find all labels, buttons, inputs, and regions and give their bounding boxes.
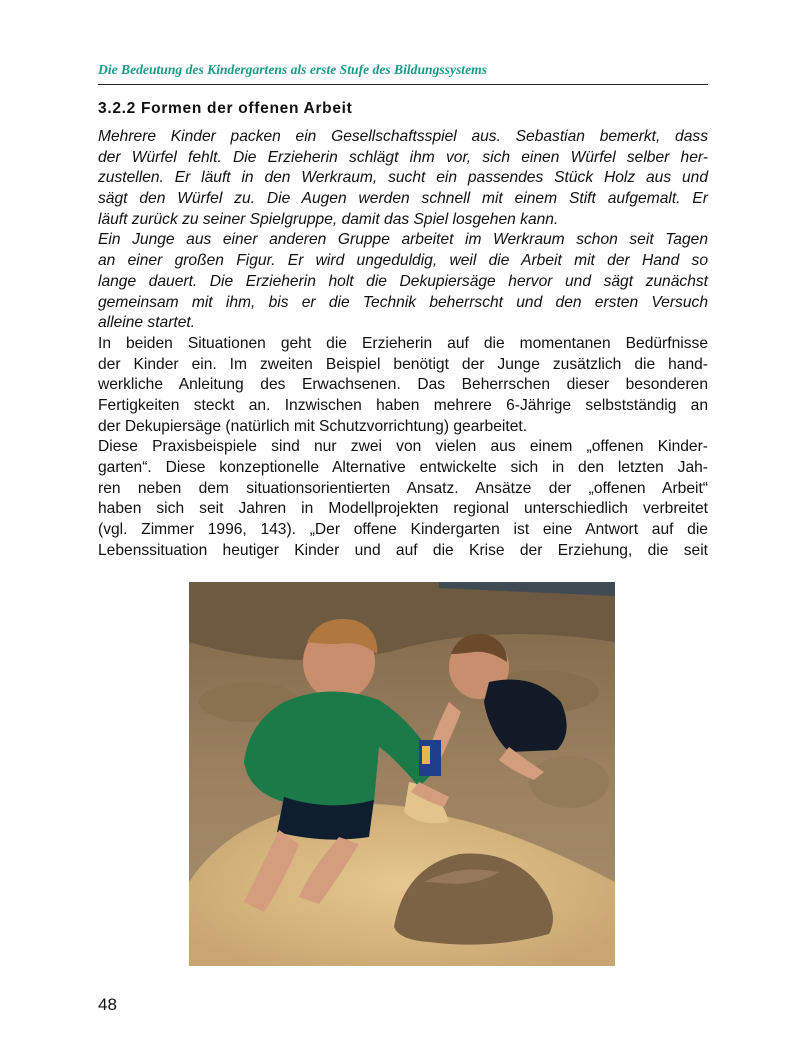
text-line: haben sich seit Jahren in Modellprojekten regional unterschiedlich verbreitet xyxy=(98,500,708,518)
text-line: läuft zurück zu seiner Spielgruppe, damit das Spiel losgehen kann. xyxy=(98,210,559,228)
text-line: an einer großen Figur. Er wird ungeduldig, weil die Arbeit mit der Hand so xyxy=(98,252,708,270)
text-line: der Würfel fehlt. Die Erzieherin schlägt ihm vor, sich einen Würfel selber her- xyxy=(98,148,708,166)
text-line: Diese Praxisbeispiele sind nur zwei von vielen aus einem „offenen Kinder- xyxy=(98,438,708,456)
text-line: garten“. Diese konzeptionelle Alternative entwickelte sich in den letzten Jah- xyxy=(98,459,708,476)
text-line: zustellen. Er läuft in den Werkraum, sucht ein passendes Stück Holz aus und xyxy=(98,169,708,187)
text-line: (vgl. Zimmer 1996, 143). „Der offene Kindergarten ist eine Antwort auf die xyxy=(98,521,708,539)
text-line: werkliche Anleitung des Erwachsenen. Das Beherrschen dieser besonderen xyxy=(98,376,708,394)
text-line: In beiden Situationen geht die Erzieherin auf die momentanen Bedürfnisse xyxy=(98,334,708,352)
text-line: Mehrere Kinder packen ein Gesellschaftsspiel aus. Sebastian bemerkt, dass xyxy=(98,128,708,145)
text-line: der Kinder ein. Im zweiten Beispiel benötigt der Junge zusätzlich die hand- xyxy=(98,355,708,373)
text-line: Ein Junge aus einer anderen Gruppe arbeitet im Werkraum schon seit Tagen xyxy=(98,231,708,249)
text-line: Lebenssituation heutiger Kinder und auf die Krise der Erziehung, die seit xyxy=(98,541,708,559)
text-line: lange dauert. Die Erzieherin holt die Dekupiersäge hervor und sägt zunächst xyxy=(98,272,708,290)
text-line: alleine startet. xyxy=(98,314,196,332)
header-rule xyxy=(98,84,708,85)
photo-illustration xyxy=(189,582,615,966)
running-head: Die Bedeutung des Kindergartens als erste Stufe des Bildungssystems xyxy=(98,62,487,77)
text-line: sägt den Würfel zu. Die Augen werden schnell mit einem Stift aufgemalt. Er xyxy=(98,190,708,208)
text-line: Fertigkeiten steckt an. Inzwischen haben mehrere 6-Jährige selbstständig an xyxy=(98,396,708,414)
photo-children-playing-in-mud xyxy=(189,582,615,966)
page-number: 48 xyxy=(98,995,117,1014)
text-line: der Dekupiersäge (natürlich mit Schutzvorrichtung) gearbeitet. xyxy=(98,417,528,435)
body-text xyxy=(98,127,708,561)
text-line: gemeinsam mit ihm, bis er die Technik beherrscht und den ersten Versuch xyxy=(98,293,708,311)
text-line: ren neben dem situationsorientierten Ansatz. Ansätze der „offenen Arbeit“ xyxy=(98,479,708,497)
section-heading: 3.2.2 Formen der offenen Arbeit xyxy=(98,100,353,117)
